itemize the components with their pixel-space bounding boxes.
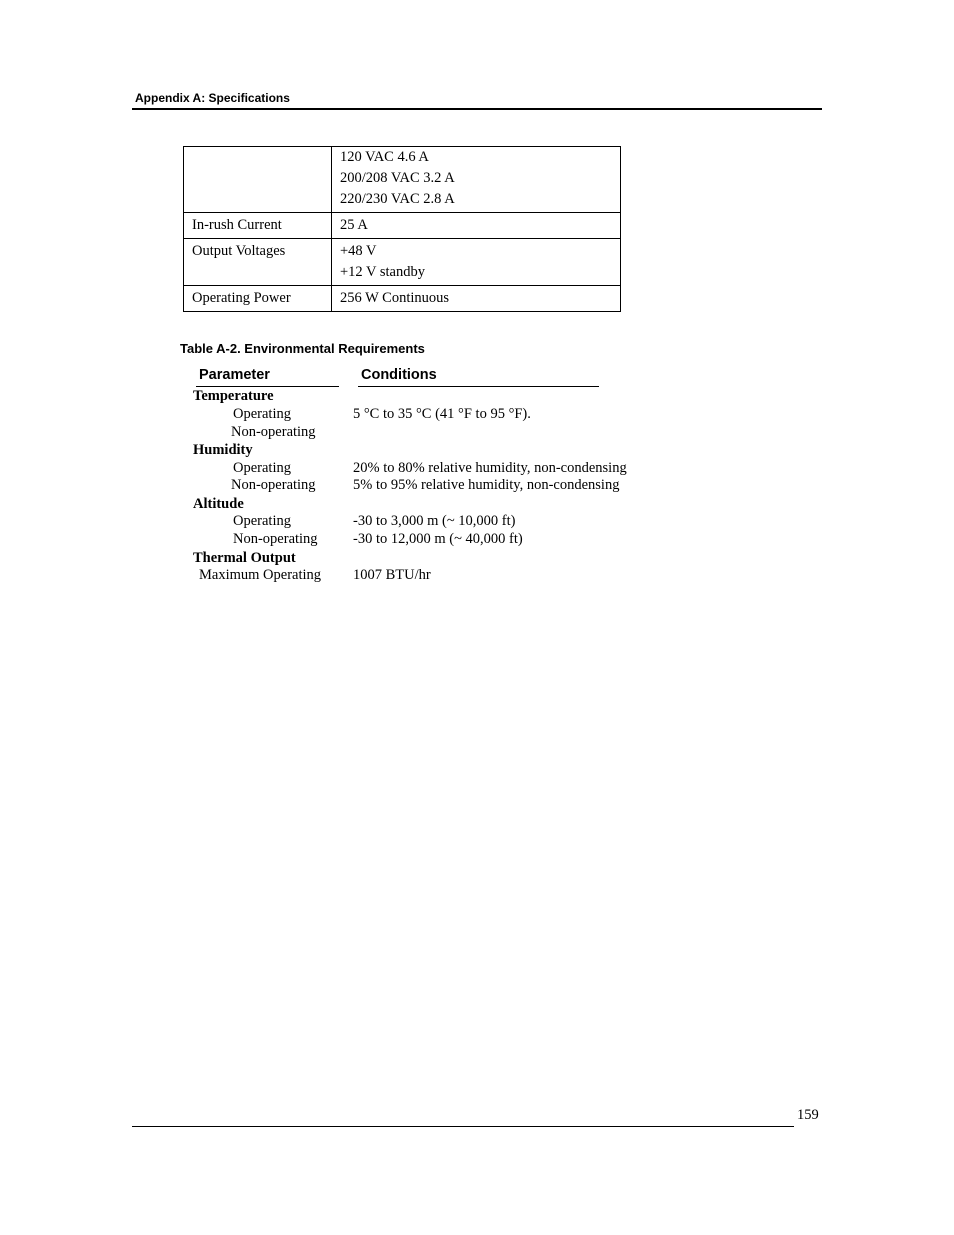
output-voltage-48: +48 V xyxy=(340,243,377,259)
param-label: Maximum Operating xyxy=(199,567,322,583)
table-cell-value xyxy=(332,239,621,286)
param-label: Operating xyxy=(233,513,291,529)
page-number: 159 xyxy=(797,1107,819,1123)
power-specs-table xyxy=(183,146,621,312)
param-value: -30 to 12,000 m (~ 40,000 ft) xyxy=(353,531,523,547)
table-cell-value xyxy=(332,147,621,213)
group-heading-thermal-output: Thermal Output xyxy=(193,550,296,566)
column-header-parameter: Parameter xyxy=(199,367,270,383)
param-label: Non-operating xyxy=(231,424,316,440)
table-row xyxy=(184,147,621,213)
table-caption: Table A-2. Environmental Requirements xyxy=(180,341,425,356)
param-label: Operating xyxy=(233,460,291,476)
table-cell-value: 256 W Continuous xyxy=(332,286,621,312)
header-underline xyxy=(358,386,599,387)
param-value: 1007 BTU/hr xyxy=(353,567,431,583)
param-value: 5 °C to 35 °C (41 °F to 95 °F). xyxy=(353,406,531,422)
input-current-200: 200/208 VAC 3.2 A xyxy=(340,170,455,186)
input-current-120: 120 VAC 4.6 A xyxy=(340,149,429,165)
table-row xyxy=(184,239,621,286)
param-value: -30 to 3,000 m (~ 10,000 ft) xyxy=(353,513,516,529)
footer-rule xyxy=(132,1126,794,1127)
group-heading-temperature: Temperature xyxy=(193,388,274,404)
output-voltage-12: +12 V standby xyxy=(340,264,425,280)
table-cell-label xyxy=(184,147,332,213)
param-label: Non-operating xyxy=(231,477,316,493)
table-cell-label: In-rush Current xyxy=(184,213,332,239)
running-header: Appendix A: Specifications xyxy=(135,91,290,105)
param-value: 20% to 80% relative humidity, non-condensing xyxy=(353,460,627,476)
group-heading-humidity: Humidity xyxy=(193,442,253,458)
table-row xyxy=(184,286,621,312)
param-label: Operating xyxy=(233,406,291,422)
param-value: 5% to 95% relative humidity, non-condensing xyxy=(353,477,620,493)
table-row xyxy=(184,213,621,239)
column-header-conditions: Conditions xyxy=(361,367,437,383)
table-cell-label: Operating Power xyxy=(184,286,332,312)
table-cell-value: 25 A xyxy=(332,213,621,239)
group-heading-altitude: Altitude xyxy=(193,496,244,512)
input-current-220: 220/230 VAC 2.8 A xyxy=(340,191,455,207)
table-cell-label: Output Voltages xyxy=(184,239,332,286)
param-label: Non-operating xyxy=(233,531,318,547)
header-rule xyxy=(132,108,822,110)
